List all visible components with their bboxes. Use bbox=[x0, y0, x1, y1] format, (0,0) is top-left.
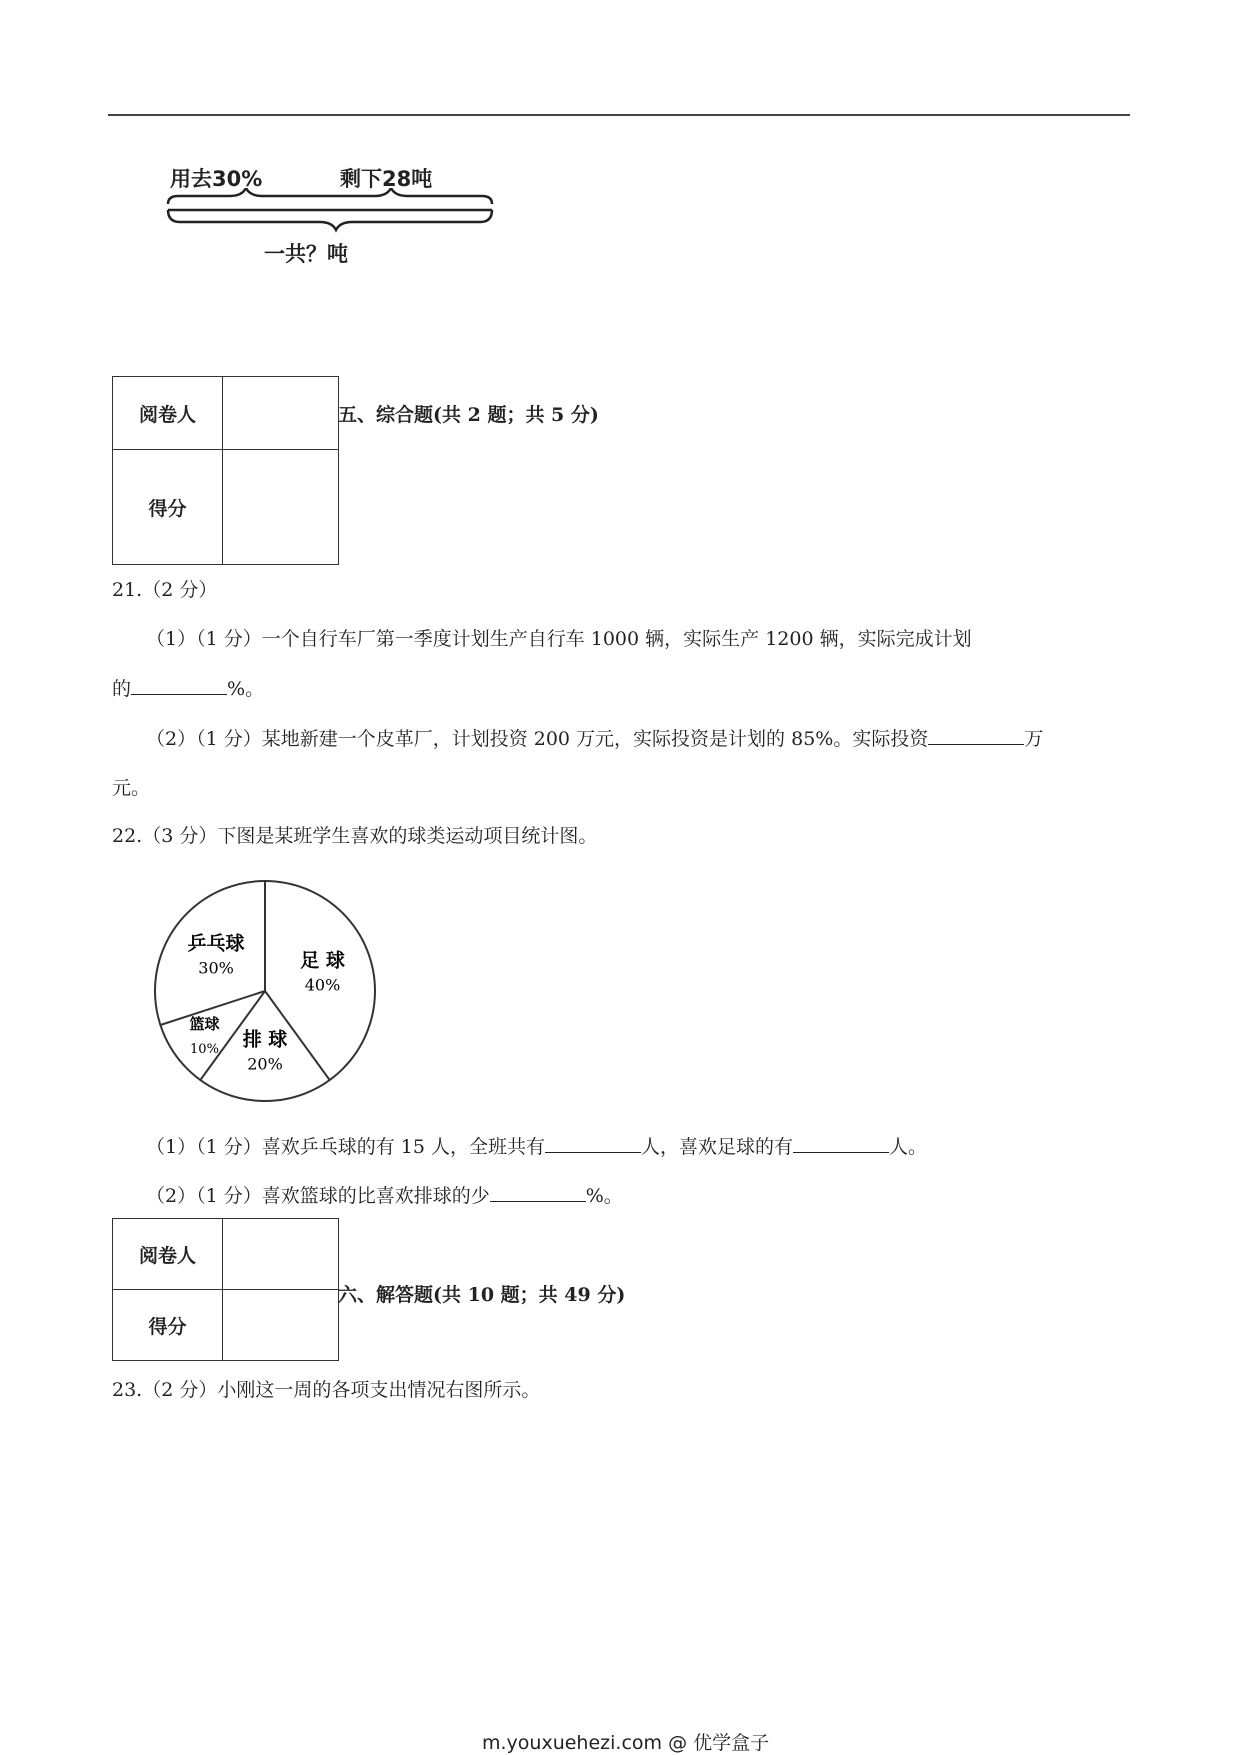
pie-slice-label: 足 球 bbox=[300, 949, 345, 972]
pie-slice-label: 排 球 bbox=[242, 1028, 288, 1051]
q22-head: 22.（3 分）下图是某班学生喜欢的球类运动项目统计图。 bbox=[112, 825, 598, 847]
reviewer-cell[interactable] bbox=[223, 1219, 339, 1290]
q21-part2-line2: 元。 bbox=[112, 777, 151, 799]
section6-score-table bbox=[112, 1218, 339, 1361]
pie-slice-value-label: 40% bbox=[304, 975, 341, 995]
score-cell[interactable] bbox=[223, 450, 339, 565]
q22-part1-post: 人。 bbox=[889, 1136, 928, 1158]
q22-part1-blank2[interactable] bbox=[793, 1134, 889, 1153]
q22-part2 bbox=[146, 1183, 623, 1208]
q22-part2-blank[interactable] bbox=[490, 1183, 586, 1202]
q22-part2-post: %。 bbox=[585, 1185, 623, 1207]
brace-lines bbox=[160, 188, 510, 233]
q21-head: 21.（2 分） bbox=[112, 579, 218, 601]
pie-slice-value-label: 20% bbox=[247, 1054, 283, 1074]
q23-head: 23.（2 分）小刚这一周的各项支出情况右图所示。 bbox=[112, 1379, 541, 1401]
q21-part2-post: 万 bbox=[1024, 728, 1044, 750]
q21-part1-pre: 的 bbox=[112, 678, 132, 700]
q21-part1-post: %。 bbox=[227, 678, 265, 700]
remain-label: 剩下28吨 bbox=[340, 167, 433, 191]
q22-part2-pre: （2）（1 分）喜欢篮球的比喜欢排球的少 bbox=[146, 1185, 490, 1207]
q21-part2-blank[interactable] bbox=[928, 726, 1024, 745]
score-label: 得分 bbox=[113, 450, 223, 565]
pie-slice-value-label: 10% bbox=[190, 1041, 219, 1057]
q21-part1-line1: （1）（1 分）一个自行车厂第一季度计划生产自行车 1000 辆，实际生产 1200 辆，实际完成计划 bbox=[146, 628, 972, 650]
pie-slice-label: 篮球 bbox=[189, 1014, 220, 1033]
q22-part1-pre: （1）（1 分）喜欢乒乓球的有 15 人，全班共有 bbox=[146, 1136, 545, 1158]
reviewer-label: 阅卷人 bbox=[113, 1219, 223, 1290]
total-label: 一共？吨 bbox=[264, 242, 348, 266]
used-label: 用去30% bbox=[170, 167, 263, 191]
footer-watermark: m.youxuehezi.com @ 优学盒子 bbox=[482, 1732, 770, 1754]
segment-diagram bbox=[160, 158, 510, 268]
pie-chart bbox=[150, 876, 380, 1106]
q21-part1-blank[interactable] bbox=[131, 676, 227, 695]
q21-part1-line2 bbox=[112, 676, 264, 701]
section6-title: 六、解答题(共 10 题；共 49 分) bbox=[338, 1284, 626, 1306]
q22-part1-blank1[interactable] bbox=[545, 1134, 641, 1153]
reviewer-cell[interactable] bbox=[223, 377, 339, 450]
section5-score-table bbox=[112, 376, 339, 565]
section5-title: 五、综合题(共 2 题；共 5 分) bbox=[338, 404, 599, 426]
q22-part1-mid: 人，喜欢足球的有 bbox=[640, 1136, 793, 1158]
pie-slice-value-label: 30% bbox=[198, 958, 234, 978]
pie-slice-label: 乒乓球 bbox=[187, 932, 245, 955]
reviewer-label: 阅卷人 bbox=[113, 377, 223, 450]
q21-part2-line1 bbox=[146, 726, 1043, 751]
score-label: 得分 bbox=[113, 1290, 223, 1361]
q22-part1 bbox=[146, 1134, 927, 1159]
score-cell[interactable] bbox=[223, 1290, 339, 1361]
header-rule bbox=[108, 114, 1130, 116]
q21-part2-pre: （2）（1 分）某地新建一个皮革厂，计划投资 200 万元，实际投资是计划的 85%。实际投资 bbox=[146, 728, 929, 750]
